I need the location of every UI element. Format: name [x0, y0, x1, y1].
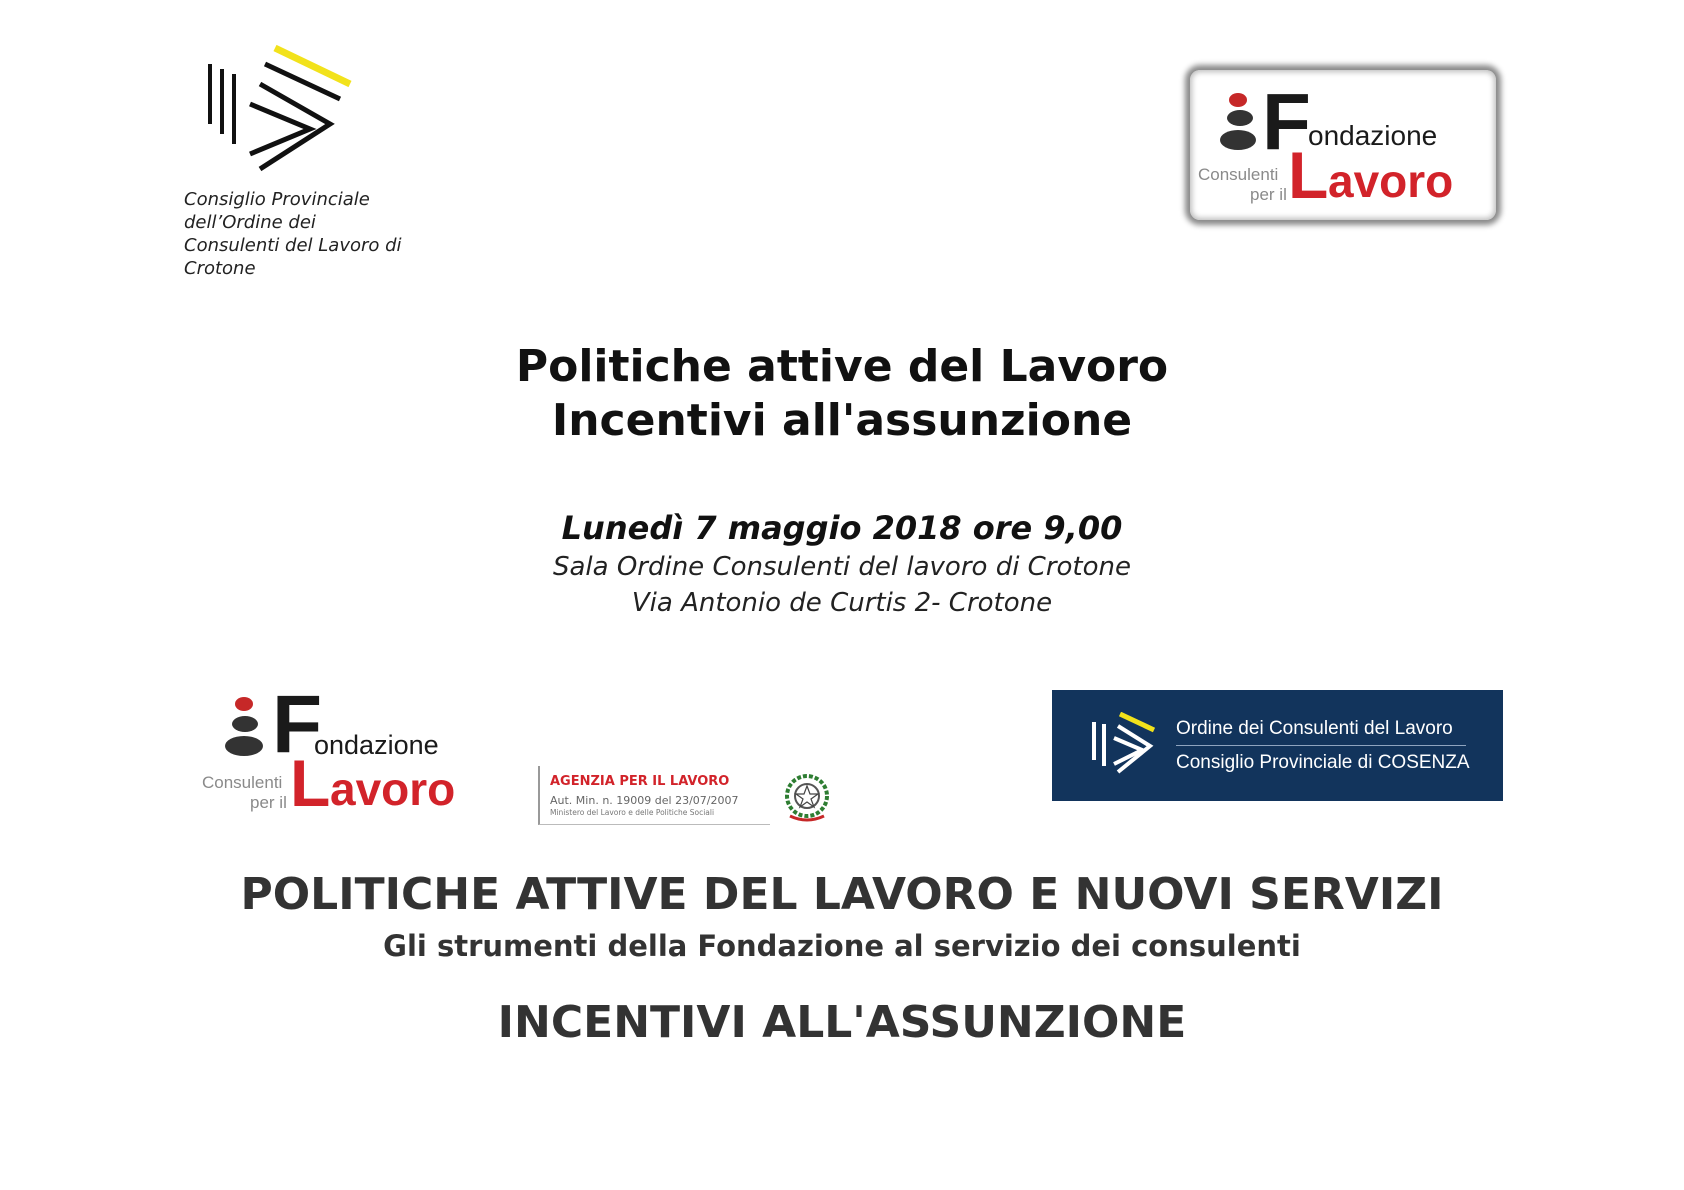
- cosenza-line2: Consiglio Provinciale di COSENZA: [1176, 752, 1470, 773]
- fondazione-big-f: F: [1262, 77, 1311, 166]
- lavoro-big-l: L: [290, 746, 331, 820]
- cosenza-divider: [1176, 745, 1466, 746]
- event-address: Via Antonio de Curtis 2- Crotone: [631, 588, 1053, 618]
- agenzia-title: AGENZIA PER IL LAVORO: [550, 774, 730, 789]
- consulenti-line2: per il: [250, 793, 287, 812]
- fondazione-big-f: F: [272, 679, 323, 770]
- consulenti-line1: Consulenti: [202, 773, 283, 792]
- bottom-heading: POLITICHE ATTIVE DEL LAVORO E NUOVI SERVIZI: [240, 869, 1444, 920]
- fondazione-word: ondazione: [314, 730, 439, 760]
- bottom-incentivi: INCENTIVI ALL'ASSUNZIONE: [497, 997, 1187, 1048]
- ordine-cosenza-logo-icon: [1088, 712, 1158, 778]
- agenzia-lavoro-box: [538, 766, 770, 825]
- italian-emblem-icon: [780, 770, 834, 824]
- ordine-crotone-logo: [200, 44, 360, 184]
- fondazione-logo-framed: [1190, 70, 1496, 220]
- agenzia-ministry: Ministero del Lavoro e delle Politiche Sociali: [550, 808, 715, 817]
- event-title-line1: Politiche attive del Lavoro: [515, 341, 1169, 392]
- ordine-crotone-caption: [184, 188, 444, 280]
- event-title-line2: Incentivi all'assunzione: [551, 395, 1133, 446]
- caption-line: Consulenti del Lavoro di: [184, 235, 402, 256]
- agenzia-authorization: Aut. Min. n. 19009 del 23/07/2007: [550, 794, 739, 807]
- fondazione-word: ondazione: [1308, 120, 1438, 151]
- consulenti-line2: per il: [1250, 185, 1287, 204]
- caption-line: Crotone: [184, 258, 256, 279]
- bottom-subheading: Gli strumenti della Fondazione al servizio dei consulenti: [383, 929, 1301, 963]
- cosenza-line1: Ordine dei Consulenti del Lavoro: [1176, 718, 1453, 739]
- event-date: Lunedì 7 maggio 2018 ore 9,00: [561, 509, 1123, 547]
- caption-line: Consiglio Provinciale: [184, 189, 370, 210]
- ordine-cosenza-banner: [1052, 690, 1503, 801]
- event-venue: Sala Ordine Consulenti del lavoro di Crotone: [552, 552, 1132, 582]
- fondazione-logo: [200, 679, 500, 820]
- lavoro-big-l: L: [1288, 138, 1329, 212]
- consulenti-line1: Consulenti: [1198, 165, 1279, 184]
- stones-icon: [222, 694, 266, 766]
- lavoro-word: avoro: [1328, 155, 1454, 207]
- caption-line: dell’Ordine dei: [184, 212, 316, 233]
- stones-icon: [1218, 90, 1260, 160]
- lavoro-word: avoro: [330, 763, 456, 815]
